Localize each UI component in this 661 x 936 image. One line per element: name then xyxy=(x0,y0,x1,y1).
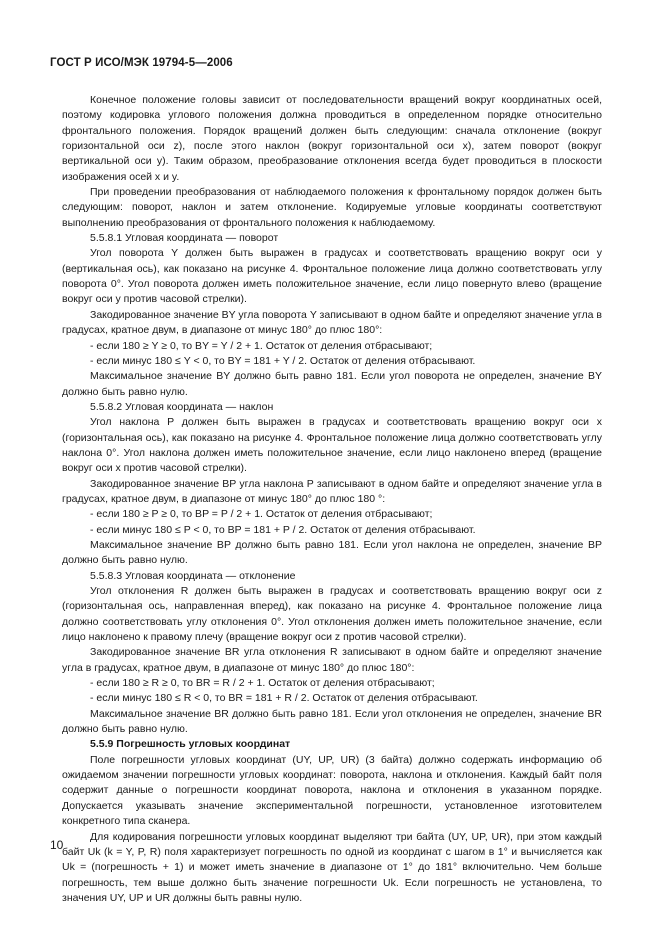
paragraph: Максимальное значение BR должно быть равно 181. Если угол отклонения не определен, значение BR должно быть равно нулю. xyxy=(62,707,602,736)
paragraph: Максимальное значение BP должно быть равно 181. Если угол наклона не определен, значение BP должно быть равно нулю. xyxy=(62,538,602,567)
paragraph: Закодированное значение BR угла отклонения R записывают в одном байте и определяют значение угла в градусах, кратное двум, в диапазоне от минус 180° до плюс 180°: xyxy=(62,646,602,674)
paragraph: Конечное положение головы зависит от последовательности вращений вокруг координатных осей, поэтому кодировка углового положения должна проводиться в определенном порядке относительно фронтального положения. Порядок вращений должен быть следующим: сначала отклонение (вокруг горизонтальной оси z), после этого наклон (вокруг горизонтальной оси x), затем поворот (вокруг вертикальной оси y). Таким образом, преобразование отклонения всегда будет проводиться в плоскости изображения осей x и y. xyxy=(62,94,602,183)
paragraph: Угол отклонения R должен быть выражен в градусах и соответствовать вращению вокруг оси z (горизонтальная ось, направленная вперед), как показано на рисунке 4. Фронтальное положение лица должно соответствовать углу отклонения 0°. Угол отклонения должен иметь положительное значение, если лицо наклонено к правому плечу (вращение вокруг оси z против часовой стрелки). xyxy=(62,585,602,644)
section-heading: 5.5.8.3 Угловая координата — отклонение xyxy=(90,569,296,582)
list-item: - если минус 180 ≤ R < 0, то BR = 181 + R / 2. Остаток от деления отбрасывают. xyxy=(90,692,478,705)
list-item: - если 180 ≥ P ≥ 0, то BP = P / 2 + 1. Остаток от деления отбрасывают; xyxy=(90,508,433,521)
list-item: - если 180 ≥ R ≥ 0, то BR = R / 2 + 1. Остаток от деления отбрасывают; xyxy=(90,677,435,690)
document-header: ГОСТ Р ИСО/МЭК 19794-5—2006 xyxy=(50,57,233,69)
paragraph: Для кодирования погрешности угловых координат выделяют три байта (UY, UP, UR), при этом каждый байт Uk (k = Y, P, R) поля характеризует погрешность по одной из координат с шагом в 1° и вычисляется как Uk = (погрешность + 1) и может иметь значение в диапазоне от 1° до 181° включительно. Чем больше погрешность, тем выше должно быть значение погрешности Uk. Если погрешность не установлена, то значения UY, UP и UR должны быть равны нулю. xyxy=(62,830,602,904)
list-item: - если минус 180 ≤ P < 0, то BP = 181 + P / 2. Остаток от деления отбрасывают. xyxy=(90,523,476,536)
paragraph: Угол поворота Y должен быть выражен в градусах и соответствовать вращению вокруг оси y (вертикальная ось), как показано на рисунке 4. Фронтальное положение лица должно соответствовать углу поворота 0°. Угол поворота должен иметь положительное значение, если лицо повернуто влево (вращение вокруг оси y против часовой стрелки). xyxy=(62,247,602,306)
page-number: 10 xyxy=(50,838,64,852)
section-heading: 5.5.8.2 Угловая координата — наклон xyxy=(90,400,274,413)
list-item: - если 180 ≥ Y ≥ 0, то BY = Y / 2 + 1. Остаток от деления отбрасывают; xyxy=(90,339,433,352)
paragraph: Угол наклона P должен быть выражен в градусах и соответствовать вращению вокруг оси x (горизонтальная ось), как показано на рисунке 4. Фронтальное положение лица должно соответствовать углу наклона 0°. Угол наклона должен иметь положительное значение, если лицо наклонено вперед (вращение вокруг оси x против часовой стрелки). xyxy=(62,416,602,475)
paragraph: Закодированное значение BY угла поворота Y записывают в одном байте и определяют значение угла в градусах, кратное двум, в диапазоне от минус 180° до плюс 180°: xyxy=(62,308,602,337)
list-item: - если минус 180 ≤ Y < 0, то BY = 181 + Y / 2. Остаток от деления отбрасывают. xyxy=(90,354,476,367)
paragraph: Поле погрешности угловых координат (UY, UP, UR) (3 байта) должно содержать информацию об ожидаемом значении погрешности угловых координат: поворота, наклона и отклонения. Каждый байт поля содержит данные о погрешности координат поворота, наклона и отклонения в указанном порядке. Допускается указывать значение экспериментальной погрешности, установленное изготовителем конкретного типа сканера. xyxy=(62,753,602,828)
paragraph: При проведении преобразования от наблюдаемого положения к фронтальному порядок должен быть следующим: поворот, наклон и затем отклонение. Кодируемые угловые координаты соответствуют выполнению преобразования от фронтального положения к наблюдаемому. xyxy=(62,186,602,229)
section-heading-bold: 5.5.9 Погрешность угловых координат xyxy=(90,738,291,751)
paragraph: Максимальное значение BY должно быть равно 181. Если угол поворота не определен, значение BY должно быть равно нулю. xyxy=(62,370,602,398)
body-text xyxy=(62,93,602,906)
section-heading: 5.5.8.1 Угловая координата — поворот xyxy=(90,232,279,245)
paragraph: Закодированное значение BP угла наклона P записывают в одном байте и определяют значение угла в градусах, кратное двум, в диапазоне от минус 180° до плюс 180 °: xyxy=(62,477,602,505)
